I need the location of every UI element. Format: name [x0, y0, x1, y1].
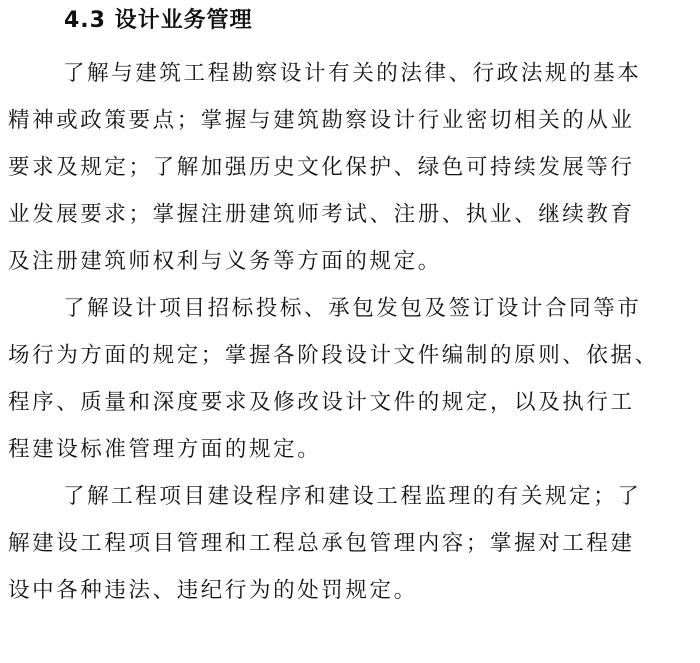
paragraph-line: 精神或政策要点；掌握与建筑勘察设计行业密切相关的从业: [8, 108, 635, 133]
paragraph-line: 了解工程项目建设程序和建设工程监理的有关规定；了: [63, 484, 642, 509]
paragraph-line: 解建设工程项目管理和工程总承包管理内容；掌握对工程建: [8, 531, 635, 556]
paragraph-line: 了解设计项目招标投标、承包发包及签订设计合同等市: [63, 296, 642, 321]
paragraph-line: 业发展要求；掌握注册建筑师考试、注册、执业、继续教育: [8, 202, 635, 227]
paragraph-line: 设中各种违法、违纪行为的处罚规定。: [8, 578, 418, 603]
paragraph-1: [8, 50, 686, 285]
paragraph-line: 程序、质量和深度要求及修改设计文件的规定，以及执行工: [8, 390, 635, 415]
paragraph-line: 场行为方面的规定；掌握各阶段设计文件编制的原则、依据、: [8, 343, 659, 368]
paragraph-line: 及注册建筑师权利与义务等方面的规定。: [8, 249, 442, 274]
paragraph-3: [8, 473, 686, 614]
paragraph-line: 程建设标准管理方面的规定。: [8, 437, 322, 462]
section-title: 4.3 设计业务管理: [64, 8, 253, 33]
paragraph-line: 要求及规定；了解加强历史文化保护、绿色可持续发展等行: [8, 155, 635, 180]
paragraph-2: [8, 285, 686, 473]
paragraph-line: 了解与建筑工程勘察设计有关的法律、行政法规的基本: [63, 61, 642, 86]
